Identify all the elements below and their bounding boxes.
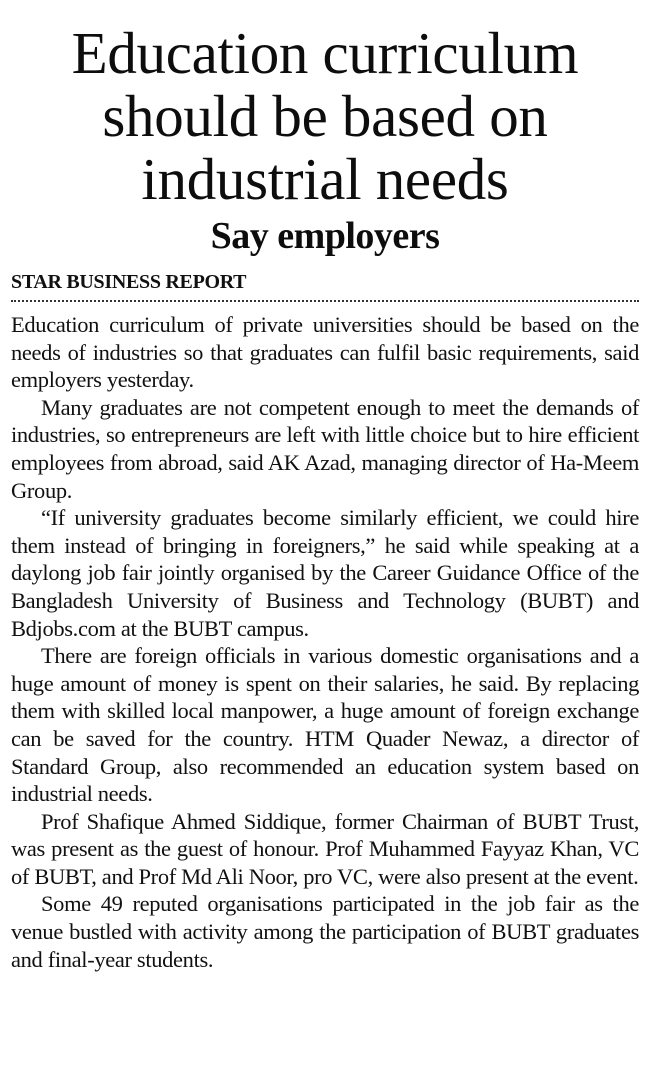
headline-line: Education curriculum	[71, 20, 579, 86]
article-paragraph: Some 49 reputed organisations participated in the job fair as the venue bustled with activity among the participation of BUBT graduates and final-year students.	[11, 891, 639, 972]
headline-line: should be based on	[102, 83, 548, 149]
article-paragraph: Prof Shafique Ahmed Siddique, former Chairman of BUBT Trust, was present as the guest of honour. Prof Muhammed Fayyaz Khan, VC of BUBT, and Prof Md Ali Noor, pro VC, were also present at the event.	[11, 808, 639, 889]
byline: STAR BUSINESS REPORT	[11, 271, 247, 293]
article-paragraph: “If university graduates become similarly efficient, we could hire them instead of bringing in foreigners,” he said while speaking at a daylong job fair jointly organised by the Career Guidance Office of the Bangladesh University of Business and Technology (BUBT) and Bdjobs.com at the BUBT campus.	[11, 505, 639, 641]
headline	[11, 0, 639, 211]
subheadline: Say employers	[210, 215, 440, 257]
headline-line: industrial needs	[141, 146, 509, 212]
article-paragraph: Education curriculum of private universities should be based on the needs of industries so that graduates can fulfil basic requirements, said employers yesterday.	[11, 312, 639, 393]
dotted-divider	[11, 300, 639, 302]
article-paragraph: Many graduates are not competent enough to meet the demands of industries, so entrepreneurs are left with little choice but to hire efficient employees from abroad, said AK Azad, managing director of Ha-Meem Group.	[11, 394, 639, 503]
article-paragraph: There are foreign officials in various domestic organisations and a huge amount of money is spent on their salaries, he said. By replacing them with skilled local manpower, a huge amount of foreign exchange can be saved for the country. HTM Quader Newaz, a director of Standard Group, also recommended an education system based on industrial needs.	[11, 643, 639, 807]
article-body	[11, 311, 639, 973]
